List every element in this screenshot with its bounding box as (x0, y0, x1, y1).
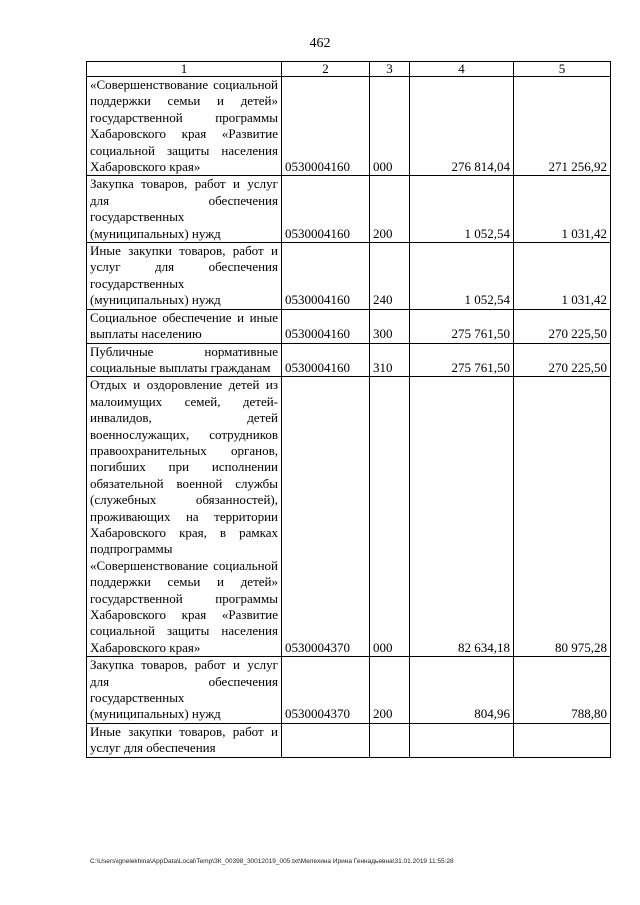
amount-col4-cell: 1 052,54 (410, 243, 514, 310)
table-row (87, 309, 611, 343)
amount-col4-cell (410, 723, 514, 757)
expense-type-cell: 300 (370, 309, 410, 343)
column-header: 5 (514, 62, 611, 77)
page-number: 462 (309, 36, 331, 51)
amount-col5-cell: 80 975,28 (514, 377, 611, 657)
amount-col5-cell: 788,80 (514, 657, 611, 724)
target-code-cell: 0530004370 (282, 377, 370, 657)
table-row (87, 723, 611, 757)
target-code-cell: 0530004160 (282, 176, 370, 243)
table-row (87, 243, 611, 310)
row-name-cell: Закупка товаров, работ и услуг для обеспечения государственных (муниципальных) нужд (87, 657, 282, 724)
row-name-cell: Социальное обеспечение и иные выплаты населению (87, 309, 282, 343)
target-code-cell: 0530004160 (282, 243, 370, 310)
amount-col4-cell: 804,96 (410, 657, 514, 724)
expense-type-cell (370, 723, 410, 757)
column-header: 2 (282, 62, 370, 77)
table-row (87, 343, 611, 377)
amount-col5-cell: 1 031,42 (514, 176, 611, 243)
amount-col4-cell: 276 814,04 (410, 77, 514, 176)
table-header-row (87, 62, 611, 77)
target-code-cell: 0530004370 (282, 657, 370, 724)
amount-col4-cell: 1 052,54 (410, 176, 514, 243)
table-row (87, 77, 611, 176)
row-name-cell: Закупка товаров, работ и услуг для обеспечения государственных (муниципальных) нужд (87, 176, 282, 243)
column-header: 3 (370, 62, 410, 77)
expense-type-cell: 000 (370, 77, 410, 176)
amount-col4-cell: 275 761,50 (410, 309, 514, 343)
row-name-cell: «Совершенствование социальной поддержки семьи и детей» государственной программы Хабаровского края «Развитие социальной защиты населения Хабаровского края» (87, 77, 282, 176)
budget-table (86, 61, 611, 758)
row-name-cell: Иные закупки товаров, работ и услуг для обеспечения (87, 723, 282, 757)
target-code-cell: 0530004160 (282, 77, 370, 176)
amount-col4-cell: 275 761,50 (410, 343, 514, 377)
amount-col5-cell: 1 031,42 (514, 243, 611, 310)
table-row (87, 377, 611, 657)
expense-type-cell: 240 (370, 243, 410, 310)
amount-col5-cell: 270 225,50 (514, 309, 611, 343)
table-row (87, 657, 611, 724)
amount-col4-cell: 82 634,18 (410, 377, 514, 657)
amount-col5-cell: 271 256,92 (514, 77, 611, 176)
expense-type-cell: 310 (370, 343, 410, 377)
target-code-cell: 0530004160 (282, 309, 370, 343)
amount-col5-cell: 270 225,50 (514, 343, 611, 377)
table-row (87, 176, 611, 243)
file-path-footer: C:\Users\ignelekhina\AppData\Local\Temp\ЗК_00398_30012019_005.txt\Мелехина Ирина Геннадьевна\31.01.2019 11:55:28 (90, 858, 454, 865)
column-header: 1 (87, 62, 282, 77)
expense-type-cell: 200 (370, 176, 410, 243)
row-name-cell: Публичные нормативные социальные выплаты гражданам (87, 343, 282, 377)
expense-type-cell: 000 (370, 377, 410, 657)
row-name-cell: Отдых и оздоровление детей из малоимущих семей, детей-инвалидов, детей военнослужащих, сотрудников правоохранительных органов, погибших при исполнении обязательной военной службы (служебных обязанностей), проживающих на территории Хабаровского края, в рамках подпрограммы «Совершенствование социальной поддержки семьи и детей» государственной программы Хабаровского края «Развитие социальной защиты населения Хабаровского края» (87, 377, 282, 657)
row-name-cell: Иные закупки товаров, работ и услуг для обеспечения государственных (муниципальных) нужд (87, 243, 282, 310)
expense-type-cell: 200 (370, 657, 410, 724)
column-header: 4 (410, 62, 514, 77)
target-code-cell (282, 723, 370, 757)
amount-col5-cell (514, 723, 611, 757)
target-code-cell: 0530004160 (282, 343, 370, 377)
